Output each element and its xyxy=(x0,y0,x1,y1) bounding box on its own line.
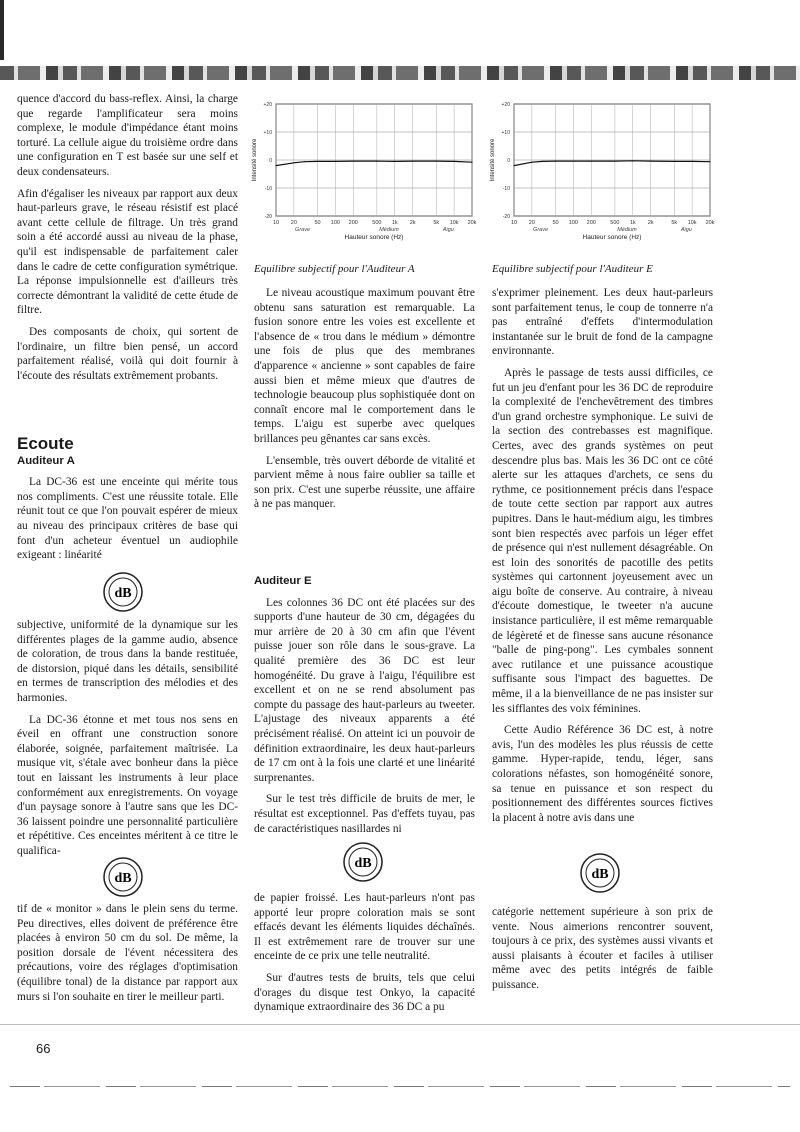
data-point xyxy=(650,161,651,162)
col1-paragraph-1: quence d'accord du bass-reflex. Ainsi, la charge que regarde l'amplificateur sera moins complexe, le module d'impédance étant moins torturé. La cellule aigue du troisième ordre dans une configuration en T est basée sur une self et deux condensateurs. xyxy=(17,93,238,178)
x-band-label: Aigu xyxy=(680,227,692,233)
x-tick-label: 1k xyxy=(629,220,636,226)
x-tick-label: 50 xyxy=(314,220,321,226)
col2-paragraph-1: Le niveau acoustique maximum pouvant être obtenu sans saturation est remarquable. La fusion sonore entre les voies est excellente et l'absence de « trou dans le médium » démontre une fois de plus que des membranes d'apparence « ancienne » sont capables de faire aussi bien et même mieux que d'autres de technologie beaucoup plus sophistiquée dont on connaît encore mal le comportement dans le temps. L'aigu est superbe avec quelques brillances peu gênantes car sans excès. xyxy=(254,287,475,445)
db-logo-text: dB xyxy=(354,856,372,871)
db-logo-text: dB xyxy=(591,867,609,882)
x-tick-label: 10k xyxy=(449,220,459,226)
x-tick-label: 5k xyxy=(433,220,440,226)
col2-paragraph-4: Sur le test très difficile de bruits de mer, le résultat est exceptionnel. Pas d'effets tuyau, pas de caractéristiques nasillardes ni xyxy=(254,793,475,835)
chart-svg-a xyxy=(248,96,486,254)
y-tick-label: -20 xyxy=(502,214,510,220)
x-tick-label: 100 xyxy=(568,220,578,226)
db-logo-4 xyxy=(580,853,620,893)
chart-caption-a: Equilibre subjectif pour l'Auditeur A xyxy=(254,263,415,275)
response-line xyxy=(276,161,472,166)
x-tick-label: 20 xyxy=(290,220,297,226)
x-tick-label: 500 xyxy=(372,220,382,226)
y-tick-label: +20 xyxy=(501,102,510,108)
data-point xyxy=(674,161,675,162)
col1-paragraph-7: tif de « monitor » dans le plein sens du terme. Peu directives, elles doivent de préférence être placées à environ 50 cm du sol. De même, la position dorsale de l'évent nécessitera des précautions, voire des réglages d'optimisation (équilibre tonal) de la distance par rapport aux murs si l'on souhaite en tirer le meilleur parti. xyxy=(17,903,238,1003)
y-tick-label: +10 xyxy=(501,130,510,136)
x-axis-label: Hauteur sonore (Hz) xyxy=(582,234,642,241)
db-logo-3 xyxy=(343,842,383,882)
col1-paragraph-6: La DC-36 étonne et met tous nos sens en éveil en offrant une construction sonore élaborée, soignée, parfaitement maîtrisée. La musique vit, s'étale avec bonheur dans la pièce tout en laissant les instruments à leur place conformément aux enregistrements. On voyage d'un paysage sonore à l'autre sans que les DC-36 laissent poindre une personnalité particulière et répétitive. Ces enceintes méritent à ce titre le qualifica- xyxy=(17,713,238,857)
y-tick-label: -10 xyxy=(502,186,510,192)
x-band-label: Grave xyxy=(295,227,311,233)
db-logo-text: dB xyxy=(114,871,132,886)
y-tick-label: +20 xyxy=(263,102,272,108)
column-1-middle xyxy=(17,618,238,866)
column-2 xyxy=(254,286,475,519)
subheading-auditeur-e: Auditeur E xyxy=(254,575,312,587)
page-separator xyxy=(0,1024,800,1025)
chart-auditeur-e xyxy=(486,96,724,254)
col3-paragraph-1: s'exprimer pleinement. Les deux haut-parleurs sont parfaitement tenus, le coup de tonnerre n'a pas entraîné d'effets d'intermodulation instantanée sur le bruit de fond de la campagne environnante. xyxy=(492,287,713,358)
x-tick-label: 20 xyxy=(528,220,535,226)
data-point xyxy=(513,165,514,166)
x-tick-label: 1k xyxy=(391,220,398,226)
data-point xyxy=(335,161,336,162)
y-tick-label: +10 xyxy=(263,130,272,136)
data-point xyxy=(555,161,556,162)
column-1-bottom xyxy=(17,902,238,1011)
data-point xyxy=(692,161,693,162)
x-tick-label: 2k xyxy=(409,220,416,226)
x-axis-label: Hauteur sonore (Hz) xyxy=(344,234,404,241)
header-band xyxy=(0,66,800,80)
y-axis-label: Intensité sonore xyxy=(252,138,258,182)
x-band-label: Aigu xyxy=(442,227,454,233)
column-2-bottom xyxy=(254,891,475,1022)
x-tick-label: 5k xyxy=(671,220,678,226)
data-point xyxy=(614,161,615,162)
y-tick-label: -10 xyxy=(264,186,272,192)
col2-paragraph-3: Les colonnes 36 DC ont été placées sur des supports d'une hauteur de 30 cm, dégagées du mur arrière de 20 à 30 cm afin que l'évent puisse jouer son rôle dans le sous-grave. La qualité première des 36 DC est leur homogénéité. Du grave à l'aigu, l'équilibre est excellent et on ne se rend absolument pas compte du passage des haut-parleurs au tweeter. L'ajustage des niveaux apparents a été précisément réalisé. On atteint ici un pouvoir de définition extraordinaire, les deux haut-parleurs de 17 cm ont à la fois une clarté et une linéarité surprenantes. xyxy=(254,596,475,784)
plot-area xyxy=(490,102,715,241)
x-tick-label: 10k xyxy=(687,220,697,226)
x-tick-label: 500 xyxy=(610,220,620,226)
col2-paragraph-2: L'ensemble, très ouvert déborde de vitalité et parvient même à nous faire oublier sa taille et son prix. C'est une superbe réussite, une affaire à ne pas manquer. xyxy=(254,454,475,511)
db-logo-2 xyxy=(103,857,143,897)
edge-mark xyxy=(0,0,4,60)
col1-paragraph-4: La DC-36 est une enceinte qui mérite tous nos compliments. C'est une réussite totale. Elle réunit tout ce que l'on pouvait espérer de mieux au niveau des principaux critères de base qui font d'un acheteur éventuel un audiophile exigeant : linéarité xyxy=(17,476,238,562)
x-band-label: Médium xyxy=(379,227,399,233)
data-point xyxy=(376,161,377,162)
db-logo-text: dB xyxy=(114,586,132,601)
x-tick-label: 200 xyxy=(586,220,596,226)
data-point xyxy=(591,161,592,162)
data-point xyxy=(293,162,294,163)
footer-rule xyxy=(10,1086,790,1087)
x-tick-label: 10 xyxy=(272,220,280,226)
y-tick-label: -20 xyxy=(264,214,272,220)
chart-svg-e xyxy=(486,96,724,254)
x-band-label: Grave xyxy=(533,227,549,233)
x-tick-label: 20k xyxy=(467,220,477,226)
data-point xyxy=(709,161,710,162)
data-point xyxy=(394,161,395,162)
data-point xyxy=(471,162,472,163)
section-heading: Ecoute xyxy=(17,434,74,453)
chart-caption-e: Equilibre subjectif pour l'Auditeur E xyxy=(492,263,653,275)
column-3 xyxy=(492,286,713,832)
data-point xyxy=(304,161,305,162)
data-point xyxy=(454,161,455,162)
column-1-ecoute xyxy=(17,434,238,570)
db-logo-1 xyxy=(103,572,143,612)
col3-paragraph-4: catégorie nettement supérieure à son prix de vente. Nous aimerions rencontrer souvent, toujours à ce prix, des systèmes aussi vivants et aussi plaisants à écouter et faciles à utiliser même avec des petits intégrés de faible puissance. xyxy=(492,906,713,991)
data-point xyxy=(531,162,532,163)
col2-paragraph-6: Sur d'autres tests de bruits, tels que celui d'orages du disque test Onkyo, la capacité dynamique extraordinaire des 36 DC a pu xyxy=(254,971,475,1014)
col1-paragraph-5: subjective, uniformité de la dynamique sur les différentes plages de la gamme audio, absence de coloration, de trous dans la bande restituée, de distorsion, piqué dans les détails, sensibilité en termes de transcription des mélodies et des harmonies. xyxy=(17,619,238,704)
col1-paragraph-3: Des composants de choix, qui sortent de l'ordinaire, un filtre bien pensé, un accord parfaitement réalisé, voilà qui doit fournir à l'écoute des résultats extrêmement probants. xyxy=(17,325,238,382)
data-point xyxy=(436,161,437,162)
x-tick-label: 200 xyxy=(348,220,358,226)
y-tick-label: 0 xyxy=(269,158,272,164)
y-tick-label: 0 xyxy=(507,158,510,164)
data-point xyxy=(632,160,633,161)
col1-paragraph-2: Afin d'égaliser les niveaux par rapport aux deux haut-parleurs grave, le réseau résistif est placé avant cette cellule de filtrage. Un très grand soin a été accordé aussi au niveau de la phase, qu'il est indispensable de parfaitement caler dans le cadre de cette configuration symétrique. La réponse impulsionnelle est d'ailleurs très correcte démontrant la validité de cette étude de filtre. xyxy=(17,187,238,317)
x-band-label: Médium xyxy=(617,227,637,233)
data-point xyxy=(353,161,354,162)
data-point xyxy=(412,161,413,162)
column-1 xyxy=(17,92,238,390)
page-number: 66 xyxy=(36,1041,51,1056)
subheading-auditeur-a: Auditeur A xyxy=(17,454,75,467)
col3-paragraph-3: Cette Audio Référence 36 DC est, à notre avis, l'un des modèles les plus réussis de cette gamme. Hyper-rapide, tendu, léger, sans colorations néfastes, son homogénéité sonore, sa tenue en puissance et son respect du positionnement des différentes sources fictives la placent à notre avis dans une xyxy=(492,724,713,824)
chart-auditeur-a xyxy=(248,96,486,254)
response-line xyxy=(514,161,710,166)
x-tick-label: 10 xyxy=(510,220,518,226)
y-axis-label: Intensité sonore xyxy=(490,138,496,182)
x-tick-label: 50 xyxy=(552,220,559,226)
col3-paragraph-2: Après le passage de tests aussi difficiles, ce fut un jeu d'enfant pour les 36 DC de reproduire la complexité de l'enchevêtrement des timbres d'un grand orchestre symphonique. Le suivi de la section des contrebasses est magnifique. Certes, avec des grands systèmes on peut descendre plus bas. Mais les 36 DC ont ce côté alerte sur les attaques d'archets, ce sens du rythme, ce positionnement précis dans l'espace de toute cette section par rapport aux autres pupitres. Dans le haut-médium aigu, les timbres sont bien respectés avec parfois un léger effet de présence qui n'est nullement désagréable. On est loin des sonorités de pacotille des petits systèmes qui cartonnent joyeusement avec un aigu boîte de conserve. Au contraire, à niveau d'écoute domestique, le tweeter n'a aucune insistance particulière, il est même remarquable de légèreté et de finesse sans aucune résonance "balle de ping-pong". Les cymbales sonnent avec rutilance et une puissance acoustique suffisante sous l'impact des baguettes. De même, il a la bienveillance de ne pas insister sur les sifflantes des voix féminines. xyxy=(492,366,713,715)
column-3-bottom xyxy=(492,905,713,1000)
plot-area xyxy=(252,102,477,241)
data-point xyxy=(542,161,543,162)
data-point xyxy=(317,161,318,162)
x-tick-label: 20k xyxy=(705,220,715,226)
column-2-auditeur-e xyxy=(254,574,475,843)
data-point xyxy=(275,165,276,166)
x-tick-label: 2k xyxy=(647,220,654,226)
col2-paragraph-5: de papier froissé. Les haut-parleurs n'ont pas apporté leur propre coloration mais se sont effacés devant les éléments liquides déchaînés. Il est extrêmement rare de trouver sur une enceinte de ce prix une telle neutralité. xyxy=(254,892,475,963)
x-tick-label: 100 xyxy=(330,220,340,226)
data-point xyxy=(573,161,574,162)
